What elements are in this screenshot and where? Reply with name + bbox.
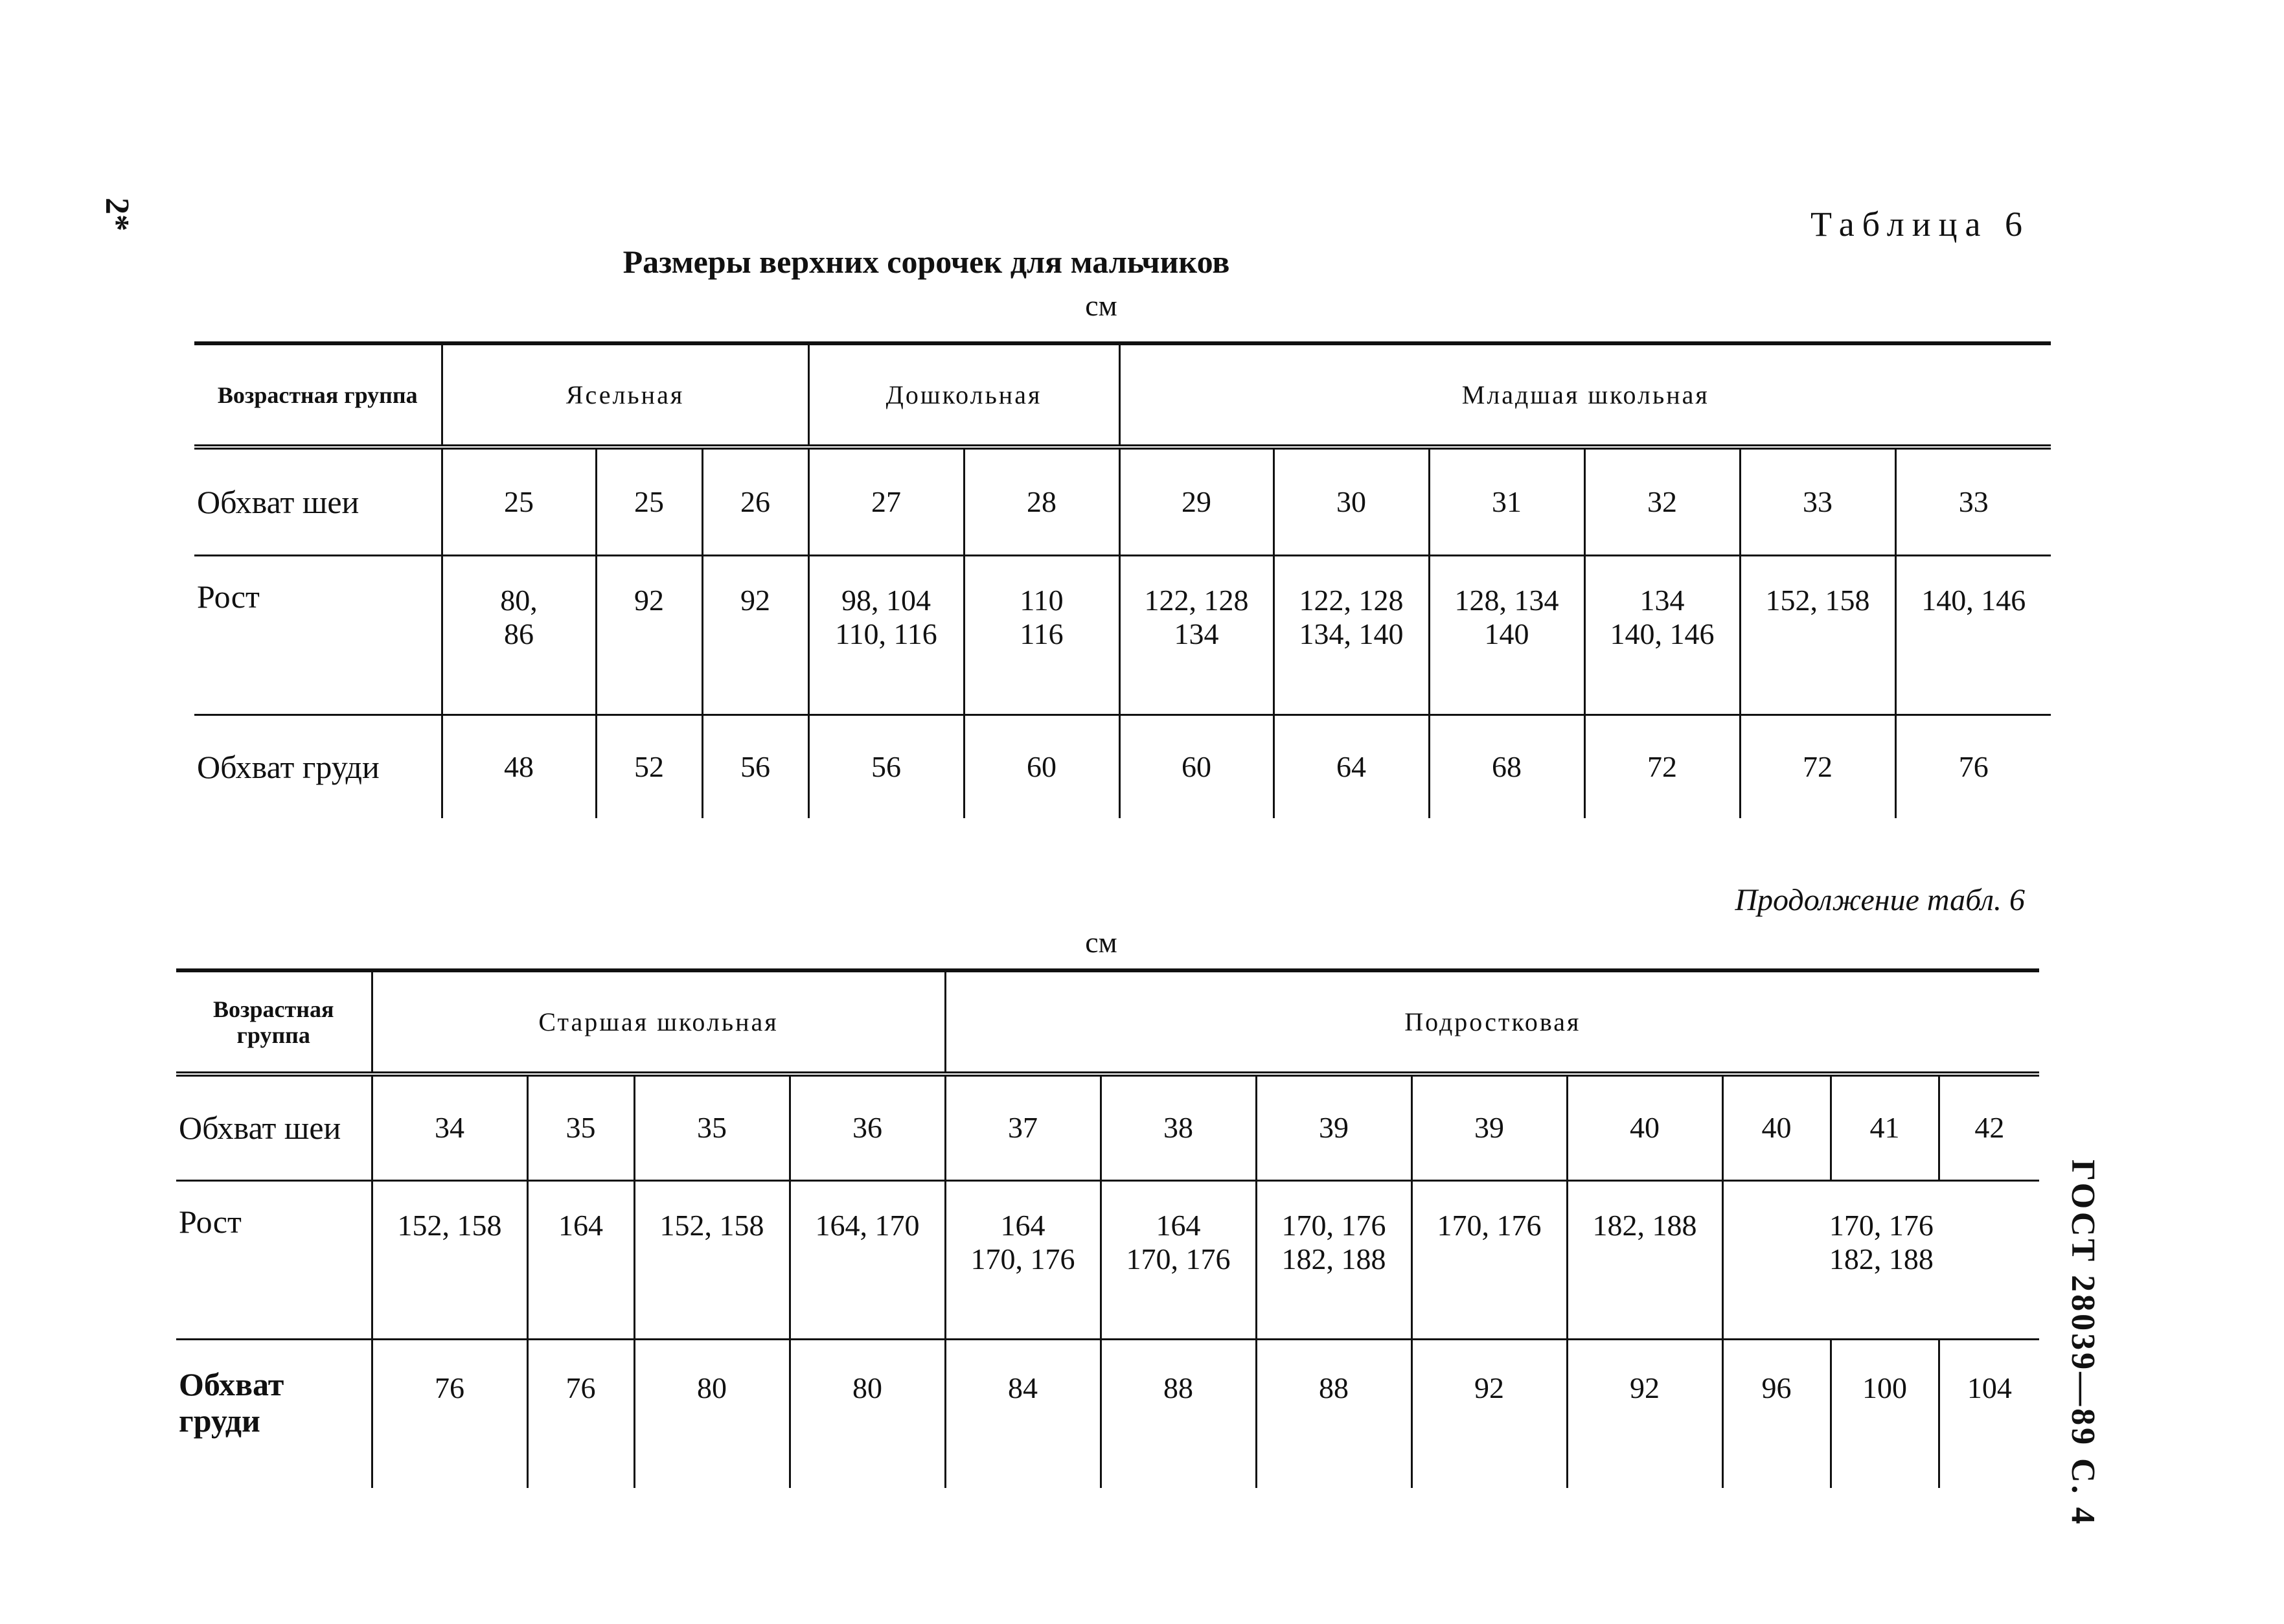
group-nursery: Ясельная [442,343,808,447]
chest-cell: 56 [702,715,808,818]
chest-cell: 60 [964,715,1119,818]
neck-cell: 36 [790,1074,945,1180]
neck-cell: 39 [1411,1074,1567,1180]
neck-cell: 29 [1119,447,1273,555]
height-cell: 134 140, 146 [1584,555,1740,715]
continuation-label: Продолжение табл. 6 [1735,883,2025,917]
height-cell: 140, 146 [1895,555,2051,715]
height-cell: 92 [596,555,702,715]
chest-cell: 60 [1119,715,1273,818]
neck-cell: 42 [1939,1074,2039,1180]
chest-cell: 92 [1567,1339,1722,1488]
chest-cell: 72 [1584,715,1740,818]
chest-cell: 56 [808,715,964,818]
chest-cell: 76 [1895,715,2051,818]
neck-label: Обхват шеи [176,1074,372,1180]
neck-cell: 35 [527,1074,634,1180]
side-gost-label: ГОСТ 28039—89 С. 4 [2064,1160,2101,1527]
neck-cell: 25 [596,447,702,555]
chest-cell: 80 [790,1339,945,1488]
neck-cell: 38 [1101,1074,1256,1180]
neck-cell: 37 [945,1074,1101,1180]
table-title: Размеры верхних сорочек для мальчиков [622,244,1230,280]
neck-cell: 30 [1273,447,1429,555]
chest-label: Обхват груди [179,1366,284,1439]
chest-cell: 104 [1939,1339,2039,1488]
height-cell: 152, 158 [634,1180,790,1339]
height-cell: 152, 158 [372,1180,527,1339]
chest-cell: 84 [945,1339,1101,1488]
chest-cell: 68 [1429,715,1584,818]
height-cell: 98, 104 110, 116 [808,555,964,715]
height-cell: 182, 188 [1567,1180,1722,1339]
neck-cell: 25 [442,447,596,555]
table-label: Таблица 6 [1810,205,2030,244]
size-table-2 [176,968,2039,1488]
height-cell: 170, 176 182, 188 [1722,1180,2039,1339]
chest-cell: 52 [596,715,702,818]
neck-cell: 40 [1567,1074,1722,1180]
group-senior-school: Старшая школьная [372,970,945,1074]
chest-label: Обхват груди [197,748,380,785]
height-cell: 128, 134 140 [1429,555,1584,715]
neck-cell: 32 [1584,447,1740,555]
size-table-1 [194,341,2051,818]
height-cell: 122, 128 134 [1119,555,1273,715]
chest-cell: 100 [1831,1339,1939,1488]
height-cell: 164 [527,1180,634,1339]
chest-cell: 72 [1740,715,1895,818]
height-cell: 170, 176 [1411,1180,1567,1339]
height-cell: 122, 128 134, 140 [1273,555,1429,715]
neck-cell: 26 [702,447,808,555]
height-label: Рост [194,555,442,715]
group-preschool: Дошкольная [808,343,1119,447]
neck-cell: 31 [1429,447,1584,555]
height-cell: 92 [702,555,808,715]
neck-cell: 40 [1722,1074,1831,1180]
neck-cell: 39 [1256,1074,1411,1180]
neck-cell: 33 [1895,447,2051,555]
height-cell: 152, 158 [1740,555,1895,715]
neck-cell: 34 [372,1074,527,1180]
age-group-label: Возрастная группа [194,343,442,447]
chest-cell: 48 [442,715,596,818]
chest-cell: 96 [1722,1339,1831,1488]
page-mark: 2* [98,198,135,231]
age-group-label: Возрастная группа [176,970,372,1074]
height-cell: 164, 170 [790,1180,945,1339]
neck-cell: 35 [634,1074,790,1180]
height-cell: 110 116 [964,555,1119,715]
neck-cell: 41 [1831,1074,1939,1180]
unit-label: см [1085,289,1117,322]
chest-cell: 80 [634,1339,790,1488]
height-label: Рост [176,1180,372,1339]
chest-cell: 88 [1101,1339,1256,1488]
group-teen: Подростковая [945,970,2039,1074]
height-cell: 164 170, 176 [1101,1180,1256,1339]
chest-cell: 88 [1256,1339,1411,1488]
chest-cell: 92 [1411,1339,1567,1488]
neck-label: Обхват шеи [194,447,442,555]
unit-label: см [1085,926,1117,959]
chest-cell: 76 [372,1339,527,1488]
height-cell: 80, 86 [442,555,596,715]
chest-cell: 64 [1273,715,1429,818]
height-cell: 170, 176 182, 188 [1256,1180,1411,1339]
height-cell: 164 170, 176 [945,1180,1101,1339]
group-junior-school: Младшая школьная [1119,343,2051,447]
neck-cell: 27 [808,447,964,555]
neck-cell: 28 [964,447,1119,555]
chest-cell: 76 [527,1339,634,1488]
neck-cell: 33 [1740,447,1895,555]
